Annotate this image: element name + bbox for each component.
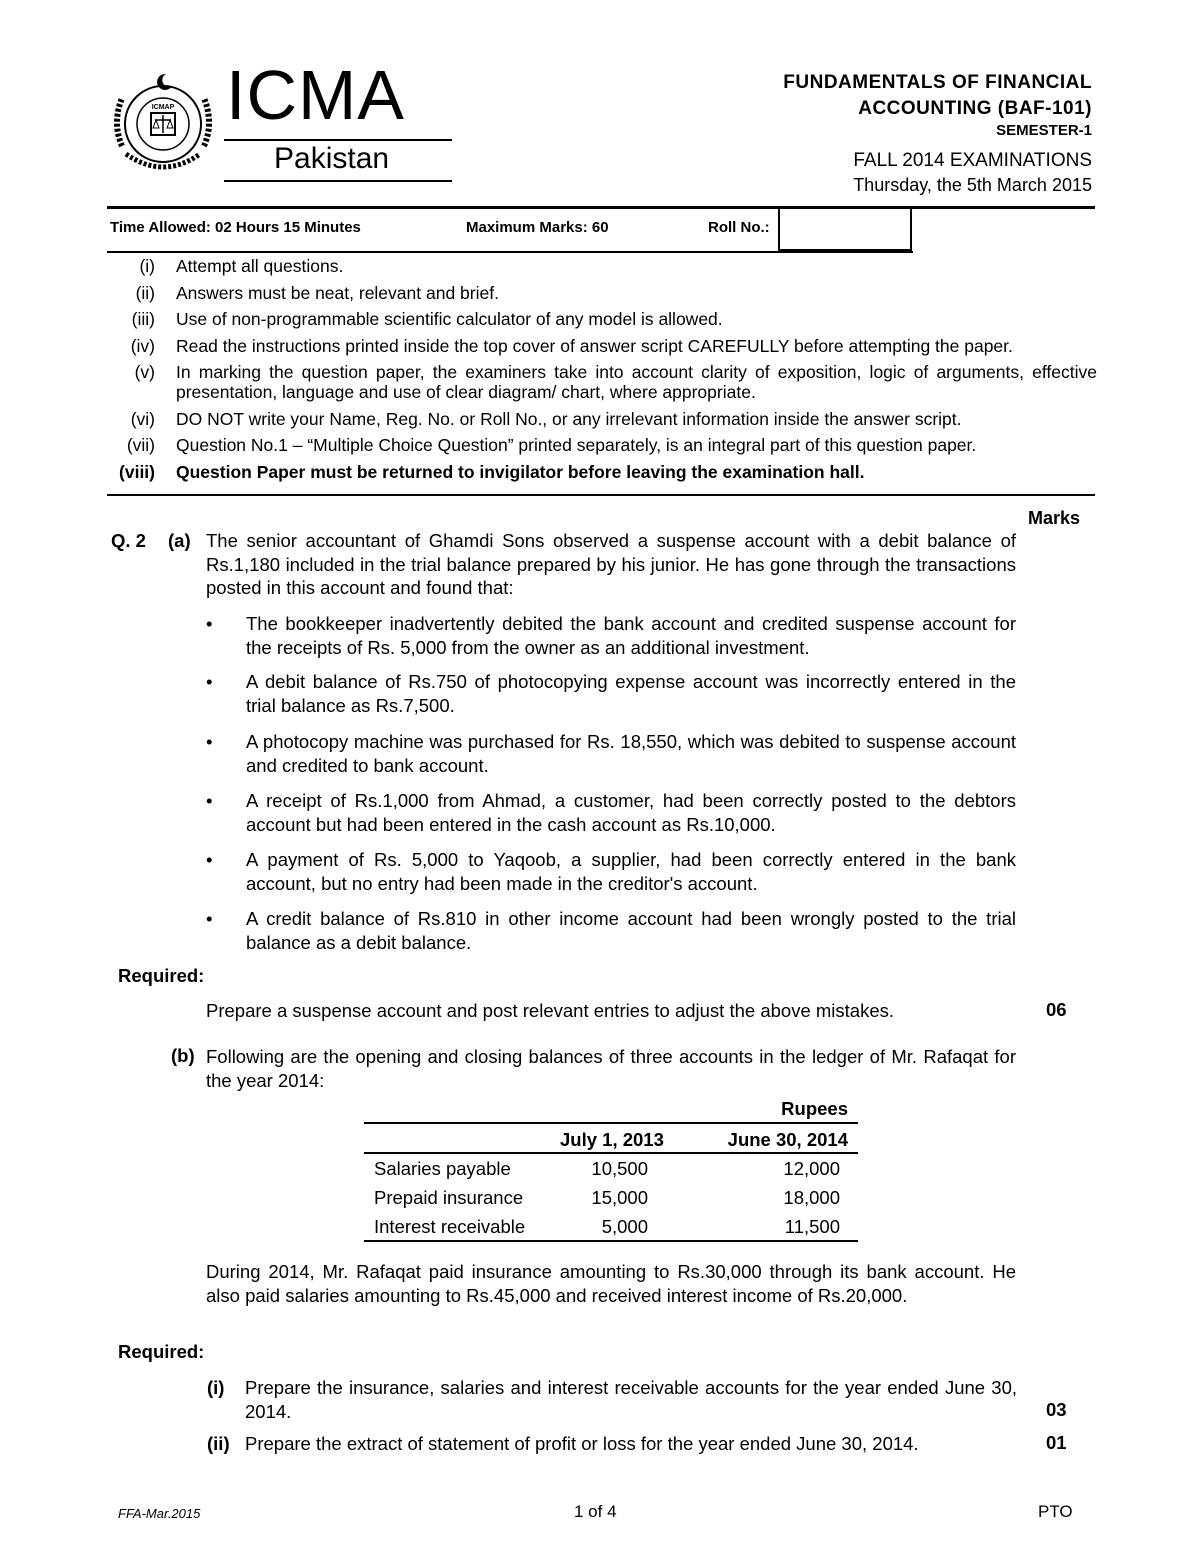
divider (107, 251, 913, 253)
instruction-text: Read the instructions printed inside the top cover of answer script CAREFULLY before attempting the paper. (176, 335, 1013, 356)
table-row-label: Interest receivable (374, 1216, 526, 1237)
instruction-number: (iv) (130, 335, 155, 356)
org-country: Pakistan (274, 142, 390, 175)
divider (224, 180, 452, 182)
instruction-item (107, 283, 1097, 303)
list-item (206, 612, 1016, 659)
divider (107, 206, 1095, 209)
table-cell: 18,000 (783, 1187, 840, 1208)
instruction-text: DO NOT write your Name, Reg. No. or Roll No., or any irrelevant information inside the answer script. (176, 408, 962, 429)
bullet-icon: • (206, 613, 213, 634)
part-label: (b) (171, 1045, 195, 1066)
semester: SEMESTER-1 (996, 122, 1092, 140)
required-item-number: (i) (207, 1377, 225, 1398)
instruction-item (107, 435, 1097, 455)
required-label: Required: (118, 965, 205, 986)
table-cell: 10,500 (591, 1158, 648, 1179)
required-label: Required: (118, 1341, 205, 1362)
table-row-label: Prepaid insurance (374, 1187, 524, 1208)
instruction-number: (vi) (130, 408, 155, 429)
table-row-label: Salaries payable (374, 1158, 511, 1179)
question-text: The senior accountant of Ghamdi Sons observed a suspense account with a debit balance of Rs.1,180 included in the trial balance prepared by his junior. He has gone through the transactions posted in this account and found that: (206, 530, 1016, 598)
divider (224, 139, 452, 141)
instruction-text: In marking the question paper, the examiners take into account clarity of exposition, logic of arguments, effective presentation, language and use of clear diagram/ chart, where appropriate. (176, 362, 1097, 402)
instruction-number: (viii) (119, 461, 155, 482)
question-text: Following are the opening and closing balances of three accounts in the ledger of Mr. Rafaqat for the year 2014: (206, 1046, 1016, 1091)
table-cell: 5,000 (601, 1216, 648, 1237)
maximum-marks: Maximum Marks: 60 (466, 219, 609, 236)
exam-session: FALL 2014 EXAMINATIONS (853, 149, 1092, 171)
instruction-text: Question Paper must be returned to invigilator before leaving the examination hall. (176, 461, 865, 482)
table-rule (364, 1240, 858, 1242)
roll-no-label: Roll No.: (708, 219, 770, 236)
instruction-text: Use of non-programmable scientific calculator of any model is allowed. (176, 309, 723, 329)
bullet-icon: • (206, 671, 213, 692)
part-label: (a) (168, 530, 191, 551)
roll-no-field[interactable] (778, 209, 912, 251)
instruction-text: Question No.1 – “Multiple Choice Question” printed separately, is an integral part of this question paper. (176, 435, 977, 455)
subject-title-line1: FUNDAMENTALS OF FINANCIAL (783, 72, 1092, 93)
table-rule (364, 1122, 858, 1124)
required-item-text: Prepare the extract of statement of profit or loss for the year ended June 30, 2014. (245, 1433, 919, 1454)
instructions-list (107, 256, 1097, 488)
org-name: ICMA (226, 56, 405, 134)
bullet-icon: • (206, 908, 213, 929)
table-cell: 11,500 (784, 1216, 840, 1237)
bullet-icon: • (206, 731, 213, 752)
list-item (206, 848, 1016, 895)
instruction-number: (i) (139, 256, 155, 276)
table-col-header: July 1, 2013 (560, 1129, 664, 1150)
instruction-item (107, 309, 1097, 329)
instruction-item (107, 409, 1097, 429)
instruction-number: (v) (134, 362, 155, 382)
exam-date: Thursday, the 5th March 2015 (853, 175, 1092, 196)
list-item (206, 670, 1016, 717)
table-cell: 15,000 (591, 1187, 648, 1208)
marks-value: 06 (1046, 999, 1067, 1020)
marks-column-header: Marks (1028, 508, 1081, 528)
list-item (206, 789, 1016, 836)
instruction-number: (ii) (135, 282, 155, 303)
instruction-text: Attempt all questions. (176, 256, 344, 276)
instruction-item (107, 362, 1097, 402)
table-rule (364, 1152, 858, 1154)
required-item-text: Prepare the insurance, salaries and interest receivable accounts for the year ended June 30, 2014. (245, 1377, 1017, 1422)
marks-value: 01 (1046, 1432, 1067, 1453)
list-item-text: The bookkeeper inadvertently debited the bank account and credited suspense account for the receipts of Rs. 5,000 from the owner as an additional investment. (246, 613, 1016, 658)
list-item (206, 907, 1016, 954)
instruction-item (107, 256, 1097, 276)
instruction-number: (vii) (126, 435, 155, 455)
list-item-text: A debit balance of Rs.750 of photocopying expense account was incorrectly entered in the trial balance as Rs.7,500. (246, 671, 1016, 716)
subject-title-line2: ACCOUNTING (BAF-101) (858, 97, 1092, 119)
divider (107, 494, 1095, 496)
time-allowed: Time Allowed: 02 Hours 15 Minutes (110, 219, 361, 236)
instruction-text: Answers must be neat, relevant and brief. (176, 282, 499, 303)
list-item-text: A receipt of Rs.1,000 from Ahmad, a customer, had been correctly posted to the debtors account but had been entered in the cash account as Rs.10,000. (246, 790, 1016, 835)
marks-value: 03 (1046, 1399, 1067, 1420)
bullet-icon: • (206, 849, 213, 870)
list-item-text: A photocopy machine was purchased for Rs. 18,550, which was debited to suspense account and credited to bank account. (246, 731, 1016, 776)
required-text: Prepare a suspense account and post relevant entries to adjust the above mistakes. (206, 1000, 894, 1021)
pto-label: PTO (1038, 1502, 1073, 1521)
list-item-text: A credit balance of Rs.810 in other income account had been wrongly posted to the trial balance as a debit balance. (246, 908, 1016, 953)
instruction-item (107, 336, 1097, 356)
instruction-number: (iii) (131, 309, 155, 329)
footer-code: FFA-Mar.2015 (118, 1506, 201, 1521)
page-number: 1 of 4 (574, 1502, 617, 1521)
instruction-item (107, 462, 1097, 482)
seal-lettering: ICMAP (151, 104, 175, 111)
bullet-icon: • (206, 790, 213, 811)
table-unit: Rupees (781, 1098, 848, 1119)
icmap-seal-logo (108, 68, 218, 178)
exam-header (783, 70, 1092, 197)
list-item-text: A payment of Rs. 5,000 to Yaqoob, a supplier, had been correctly entered in the bank account, but no entry had been made in the creditor's account. (246, 849, 1016, 894)
table-cell: 12,000 (783, 1158, 840, 1179)
table-col-header: June 30, 2014 (727, 1129, 848, 1150)
question-text: During 2014, Mr. Rafaqat paid insurance amounting to Rs.30,000 through its bank account. He also paid salaries amounting to Rs.45,000 and received interest income of Rs.20,000. (206, 1261, 1016, 1306)
required-item-number: (ii) (207, 1433, 230, 1454)
question-number: Q. 2 (111, 530, 146, 551)
list-item (206, 730, 1016, 777)
